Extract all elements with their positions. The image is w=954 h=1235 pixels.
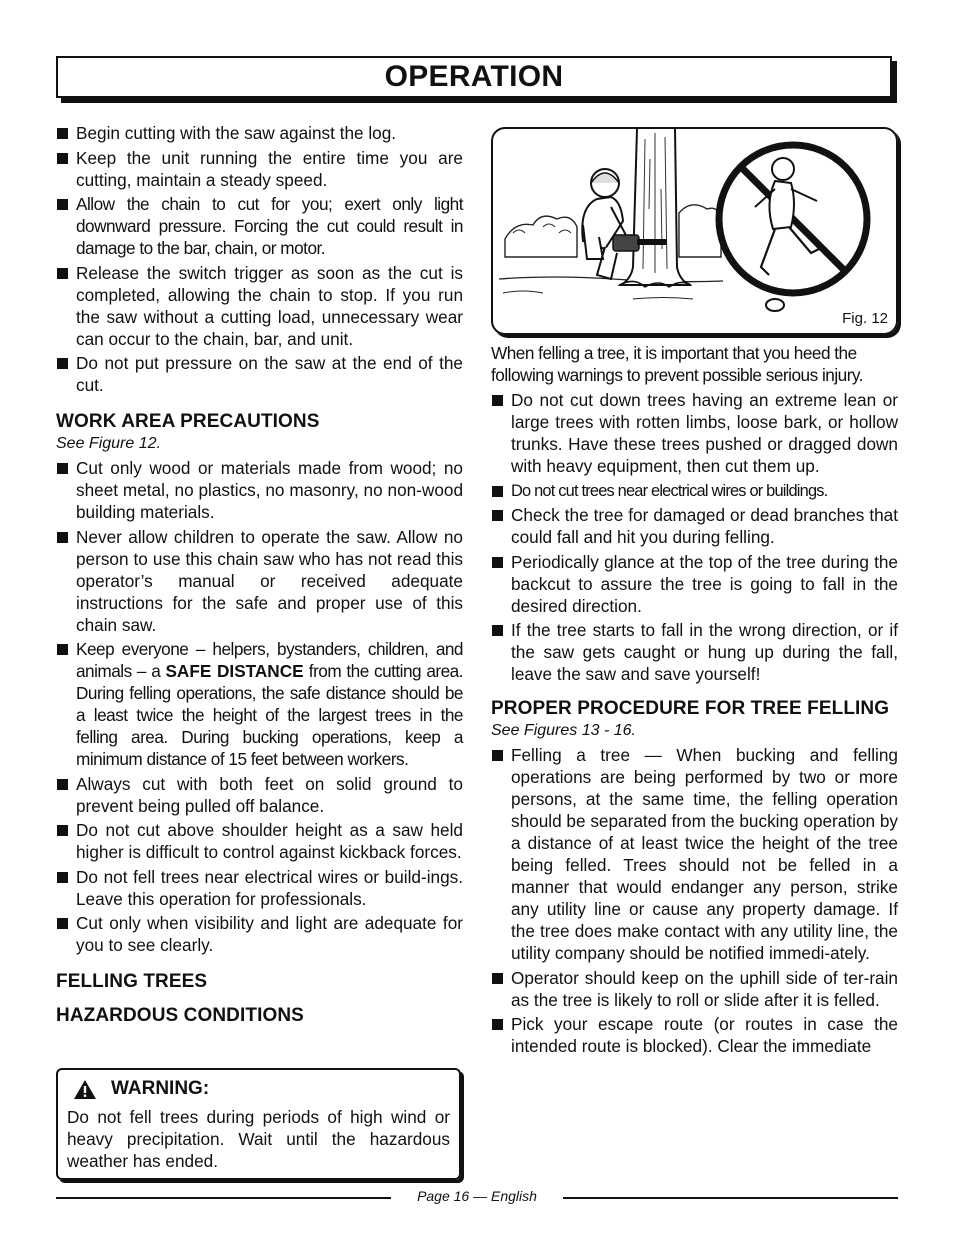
list-item: Cut only when visibility and light are adequate for you to see clearly. (56, 912, 463, 956)
list-item: Operator should keep on the uphill side of ter-rain as the tree is likely to roll or slide after it is felled. (491, 967, 898, 1011)
see-figures-note: See Figures 13 - 16. (491, 722, 636, 739)
procedure-bullet-list (491, 744, 898, 1057)
intro-bullet-list (56, 122, 463, 396)
list-item: Always cut with both feet on solid ground to prevent being pulled off balance. (56, 773, 463, 817)
footer-rule-right (563, 1197, 898, 1199)
felling-trees-heading: FELLING TREES (56, 971, 208, 992)
work-area-bullet-list (56, 457, 463, 956)
list-item: Cut only wood or materials made from wood; no sheet metal, no plastics, no masonry, no non-wood building materials. (56, 457, 463, 523)
list-item: Do not cut trees near electrical wires or buildings. (491, 480, 898, 502)
list-item: Release the switch trigger as soon as the cut is completed, allowing the chain to stop. If you run the saw without a cutting load, unnecessary wear can occur to the chain, bar, and unit. (56, 262, 463, 350)
felling-intro-paragraph: When felling a tree, it is important that you heed the following warnings to prevent possible serious injury. (491, 343, 864, 385)
hazardous-conditions-heading: HAZARDOUS CONDITIONS (56, 1005, 304, 1026)
page-title: OPERATION (384, 60, 564, 93)
list-item: Check the tree for damaged or dead branches that could fall and hit you during felling. (491, 504, 898, 548)
right-column (491, 342, 898, 1060)
list-item-text: Keep everyone – helpers, bystanders, children, and animals – a (76, 639, 463, 681)
warning-text: Do not fell trees during periods of high wind or heavy precipitation. Wait until the hazardous weather has ended. (67, 1107, 450, 1171)
warning-label: WARNING: (111, 1078, 210, 1099)
list-item-text: from the cutting area. During felling operations, the safe distance should be a least twice the height of the largest trees in the felling area. During bucking operations, keep a minimum distance of 15 feet between workers. (76, 661, 463, 769)
tree-felling-illustration-icon (493, 129, 898, 335)
list-item: Do not cut above shoulder height as a saw held higher is difficult to control against kickback forces. (56, 819, 463, 863)
list-item: If the tree starts to fall in the wrong direction, or if the saw gets caught or hung up during the fall, leave the saw and save yourself! (491, 619, 898, 685)
work-area-heading: WORK AREA PRECAUTIONS (56, 411, 320, 432)
left-column (56, 122, 463, 1028)
figure-12 (491, 127, 898, 335)
list-item: Begin cutting with the saw against the log. (56, 122, 463, 144)
list-item: Allow the chain to cut for you; exert only light downward pressure. Forcing the cut could result in damage to the bar, chain, or motor. (56, 193, 463, 259)
footer-rule-left (56, 1197, 391, 1199)
list-item: Keep the unit running the entire time you are cutting, maintain a steady speed. (56, 147, 463, 191)
list-item: Periodically glance at the top of the tree during the backcut to assure the tree is going to fall in the desired direction. (491, 551, 898, 617)
list-item: Do not cut down trees having an extreme lean or large trees with rotten limbs, loose bark, or hollow trunks. Have these trees pushed or dragged down with heavy equipment, then cut them up. (491, 389, 898, 477)
list-item: Do not put pressure on the saw at the end of the cut. (56, 352, 463, 396)
see-figure-note: See Figure 12. (56, 435, 161, 452)
felling-bullet-list (491, 389, 898, 685)
list-item (56, 638, 463, 770)
figure-caption: Fig. 12 (842, 310, 888, 327)
safe-distance-emphasis: SAFE DISTANCE (165, 661, 304, 681)
warning-triangle-icon (73, 1079, 97, 1100)
list-item: Do not fell trees near electrical wires or build-ings. Leave this operation for professionals. (56, 866, 463, 910)
page-header (56, 56, 892, 98)
list-item: Felling a tree — When bucking and felling operations are being performed by two or more persons, at the same time, the felling operation should be separated from the bucking operation by a distance of at least twice the height of the tree being felled. Trees should not be felled in a manner that would endanger any person, strike any utility line or cause any property damage. If the tree does make contact with any utility line, the utility company should be notified immedi-ately. (491, 744, 898, 964)
page-footer: Page 16 — English (417, 1188, 537, 1204)
warning-header (73, 1078, 450, 1100)
list-item: Pick your escape route (or routes in case the intended route is blocked). Clear the immediate (491, 1013, 898, 1057)
procedure-heading: PROPER PROCEDURE FOR TREE FELLING (491, 698, 890, 719)
warning-box (56, 1068, 461, 1180)
list-item: Never allow children to operate the saw. Allow no person to use this chain saw who has not read this operator’s manual or received adequate instructions for the safe and proper use of this chain saw. (56, 526, 463, 636)
